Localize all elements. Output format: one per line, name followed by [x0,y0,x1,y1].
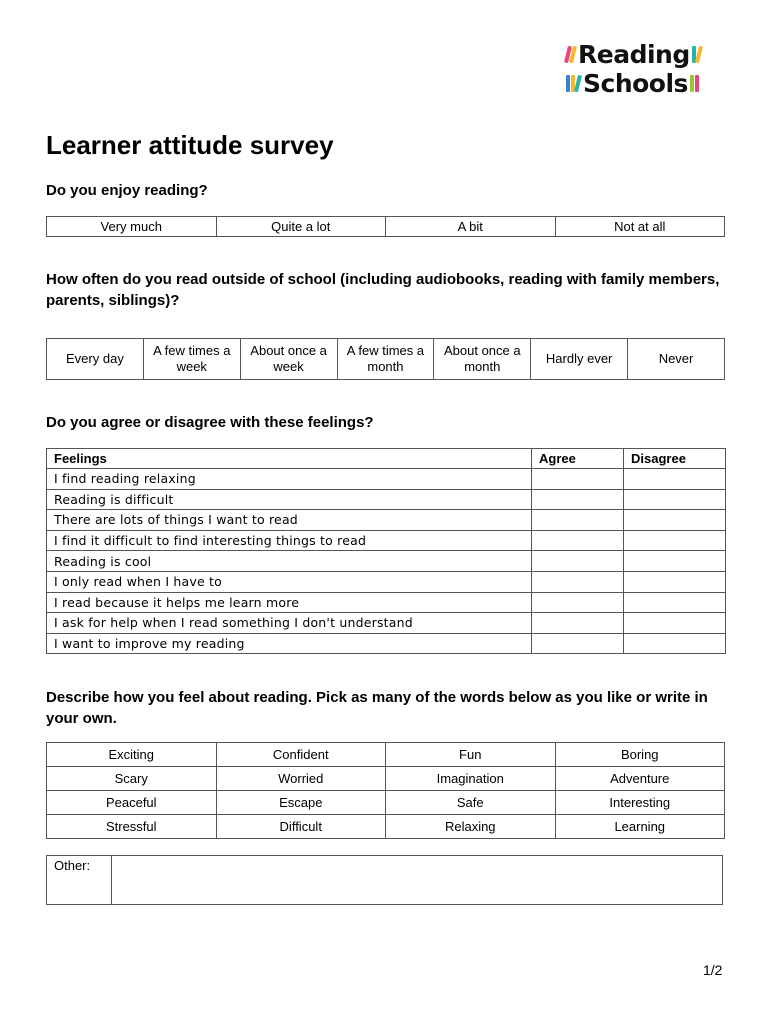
option-cell[interactable]: Every day [47,339,144,380]
table-row [47,592,726,613]
feeling-label: I read because it helps me learn more [47,592,532,613]
question-enjoy-reading: Do you enjoy reading? [46,182,208,199]
table-row [47,339,725,380]
word-cell[interactable]: Difficult [216,815,386,839]
agree-cell[interactable] [532,613,624,634]
word-cell[interactable]: Learning [555,815,725,839]
option-cell[interactable]: Hardly ever [531,339,628,380]
table-row [47,571,726,592]
disagree-cell[interactable] [624,613,726,634]
table-row [47,510,726,531]
feeling-label: There are lots of things I want to read [47,510,532,531]
disagree-cell[interactable] [624,633,726,654]
logo-word-reading: Reading [578,40,690,69]
question-reading-frequency: How often do you read outside of school (including audiobooks, reading with family members, parents, siblings)? [46,271,720,309]
feeling-label: I find reading relaxing [47,469,532,490]
agree-cell[interactable] [532,489,624,510]
option-cell[interactable]: Quite a lot [216,217,386,237]
table-row [47,767,725,791]
agree-cell[interactable] [532,571,624,592]
option-cell[interactable]: About once a week [240,339,337,380]
table-header-row [47,449,726,469]
option-cell[interactable]: Not at all [555,217,725,237]
word-cell[interactable]: Safe [386,791,556,815]
table-row [47,489,726,510]
feeling-label: I want to improve my reading [47,633,532,654]
agree-cell[interactable] [532,551,624,572]
table-row [47,791,725,815]
reading-schools-logo [566,40,726,102]
option-cell[interactable]: About once a month [434,339,531,380]
feeling-label: I find it difficult to find interesting things to read [47,530,532,551]
reading-frequency-options [46,338,725,380]
page-title: Learner attitude survey [46,130,334,160]
agree-cell[interactable] [532,510,624,531]
feeling-label: I ask for help when I read something I don't understand [47,613,532,634]
word-cell[interactable]: Escape [216,791,386,815]
word-cell[interactable]: Stressful [47,815,217,839]
agree-cell[interactable] [532,469,624,490]
option-cell[interactable]: A few times a month [337,339,434,380]
question-feelings: Do you agree or disagree with these feelings? [46,414,374,431]
word-cell[interactable]: Interesting [555,791,725,815]
disagree-cell[interactable] [624,469,726,490]
word-cell[interactable]: Worried [216,767,386,791]
option-cell[interactable]: Never [628,339,725,380]
book-icon [690,75,694,92]
table-row [47,551,726,572]
other-write-in-field[interactable] [112,856,723,905]
column-header-disagree: Disagree [624,449,726,469]
logo-word-schools: Schools [583,69,688,98]
agree-cell[interactable] [532,530,624,551]
logo-row-2 [566,69,726,98]
question-describe-feelings: Describe how you feel about reading. Pick as many of the words below as you like or write in your own. [46,689,708,727]
feeling-label: I only read when I have to [47,571,532,592]
table-row [47,530,726,551]
option-cell[interactable]: Very much [47,217,217,237]
table-row [47,815,725,839]
other-words-table [46,855,723,905]
agree-cell[interactable] [532,592,624,613]
disagree-cell[interactable] [624,530,726,551]
table-row [47,633,726,654]
book-icon [566,75,570,92]
book-icon [695,46,703,63]
table-row [47,469,726,490]
column-header-feelings: Feelings [47,449,532,469]
table-row [47,856,723,905]
table-row [47,743,725,767]
disagree-cell[interactable] [624,571,726,592]
option-cell[interactable]: A few times a week [143,339,240,380]
word-cell[interactable]: Scary [47,767,217,791]
disagree-cell[interactable] [624,592,726,613]
disagree-cell[interactable] [624,510,726,531]
word-cell[interactable]: Adventure [555,767,725,791]
column-header-agree: Agree [532,449,624,469]
other-label: Other: [47,856,112,905]
word-cell[interactable]: Exciting [47,743,217,767]
table-row [47,217,725,237]
option-cell[interactable]: A bit [386,217,556,237]
logo-row-1 [566,40,726,69]
feeling-words-table [46,742,725,839]
agree-cell[interactable] [532,633,624,654]
feeling-label: Reading is cool [47,551,532,572]
disagree-cell[interactable] [624,551,726,572]
feelings-table [46,448,726,654]
table-row [47,613,726,634]
word-cell[interactable]: Imagination [386,767,556,791]
word-cell[interactable]: Confident [216,743,386,767]
disagree-cell[interactable] [624,489,726,510]
word-cell[interactable]: Boring [555,743,725,767]
book-icon [695,75,699,92]
enjoy-reading-options [46,216,725,237]
word-cell[interactable]: Relaxing [386,815,556,839]
feeling-label: Reading is difficult [47,489,532,510]
word-cell[interactable]: Fun [386,743,556,767]
page-number: 1/2 [703,962,723,978]
word-cell[interactable]: Peaceful [47,791,217,815]
book-icon [574,75,582,92]
